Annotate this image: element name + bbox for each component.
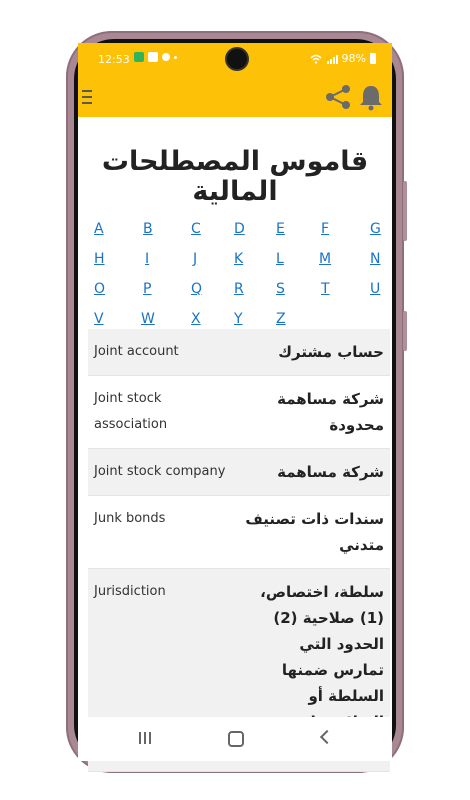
term-arabic: حساب مشترك xyxy=(278,343,384,361)
battery-icon xyxy=(370,53,376,64)
term-arabic: شركة مساهمة محدودة xyxy=(277,390,384,434)
letter-link[interactable]: O xyxy=(94,281,106,297)
wifi-icon xyxy=(310,54,322,64)
front-camera xyxy=(227,49,247,69)
main-content xyxy=(78,117,392,717)
letter-link[interactable]: J xyxy=(193,251,198,267)
notification-icons xyxy=(134,52,177,62)
power-button xyxy=(403,311,407,351)
terms-table xyxy=(88,329,390,772)
gallery-icon xyxy=(148,52,158,62)
letter-link[interactable]: S xyxy=(276,281,285,297)
letter-link[interactable]: N xyxy=(370,251,381,267)
term-arabic: سندات ذات تصنيف متدني xyxy=(245,510,384,554)
app-toolbar xyxy=(78,77,392,117)
letter-link[interactable]: V xyxy=(94,311,104,327)
more-dot-icon xyxy=(174,56,177,59)
table-row[interactable] xyxy=(88,496,390,569)
phone-bezel xyxy=(74,39,396,765)
battery-percent: 98% xyxy=(341,52,366,65)
letter-link[interactable]: Z xyxy=(276,311,286,327)
letter-link[interactable]: A xyxy=(94,221,104,237)
status-time: 12:53 xyxy=(98,53,130,66)
term-arabic: سلطة، اختصاص، (1) صلاحية (2) الحدود التي تمارس ضمنها السلطة أو xyxy=(260,583,384,705)
letter-link[interactable]: H xyxy=(94,251,105,267)
letter-link[interactable]: R xyxy=(234,281,244,297)
table-row[interactable] xyxy=(88,376,390,449)
letter-link[interactable]: K xyxy=(234,251,244,267)
letter-link[interactable]: I xyxy=(145,251,150,267)
term-english: Joint stock company xyxy=(94,464,226,479)
system-nav-bar xyxy=(78,717,392,761)
status-right xyxy=(310,52,376,65)
table-row[interactable] xyxy=(88,449,390,496)
page-title: قاموس المصطلحات المالية xyxy=(101,146,369,207)
volume-button xyxy=(403,181,407,241)
letter-link[interactable]: D xyxy=(234,221,245,237)
letter-link[interactable]: G xyxy=(370,221,381,237)
letter-link[interactable]: M xyxy=(319,251,332,267)
letter-link[interactable]: T xyxy=(321,281,330,297)
letter-link[interactable]: B xyxy=(143,221,153,237)
letter-link[interactable]: W xyxy=(141,311,155,327)
letter-link[interactable]: E xyxy=(276,221,285,237)
screen xyxy=(78,43,392,761)
letter-link[interactable]: C xyxy=(191,221,201,237)
status-bar xyxy=(78,43,392,77)
term-english: Junk bonds xyxy=(94,511,166,526)
letter-link[interactable]: P xyxy=(143,281,152,297)
letter-link[interactable]: Q xyxy=(191,281,203,297)
term-english: Joint account xyxy=(94,344,179,359)
home-icon[interactable] xyxy=(228,731,244,747)
letter-link[interactable]: L xyxy=(276,251,284,267)
letter-link[interactable]: F xyxy=(321,221,330,237)
table-row[interactable] xyxy=(88,329,390,376)
signal-icon xyxy=(326,54,338,64)
menu-icon[interactable] xyxy=(82,90,92,104)
recent-apps-icon[interactable] xyxy=(139,732,151,744)
term-english: Joint stock association xyxy=(94,391,168,432)
term-arabic: شركة مساهمة xyxy=(277,463,384,481)
phone-frame xyxy=(66,31,404,773)
settings-icon xyxy=(162,53,170,61)
bell-icon[interactable] xyxy=(358,83,384,111)
share-icon[interactable] xyxy=(324,83,352,111)
back-icon[interactable] xyxy=(320,730,334,744)
term-english: Jurisdiction xyxy=(94,584,166,599)
messaging-app-icon xyxy=(134,52,144,62)
letter-link[interactable]: U xyxy=(370,281,381,297)
letter-link[interactable]: Y xyxy=(234,311,243,327)
letter-link[interactable]: X xyxy=(191,311,201,327)
